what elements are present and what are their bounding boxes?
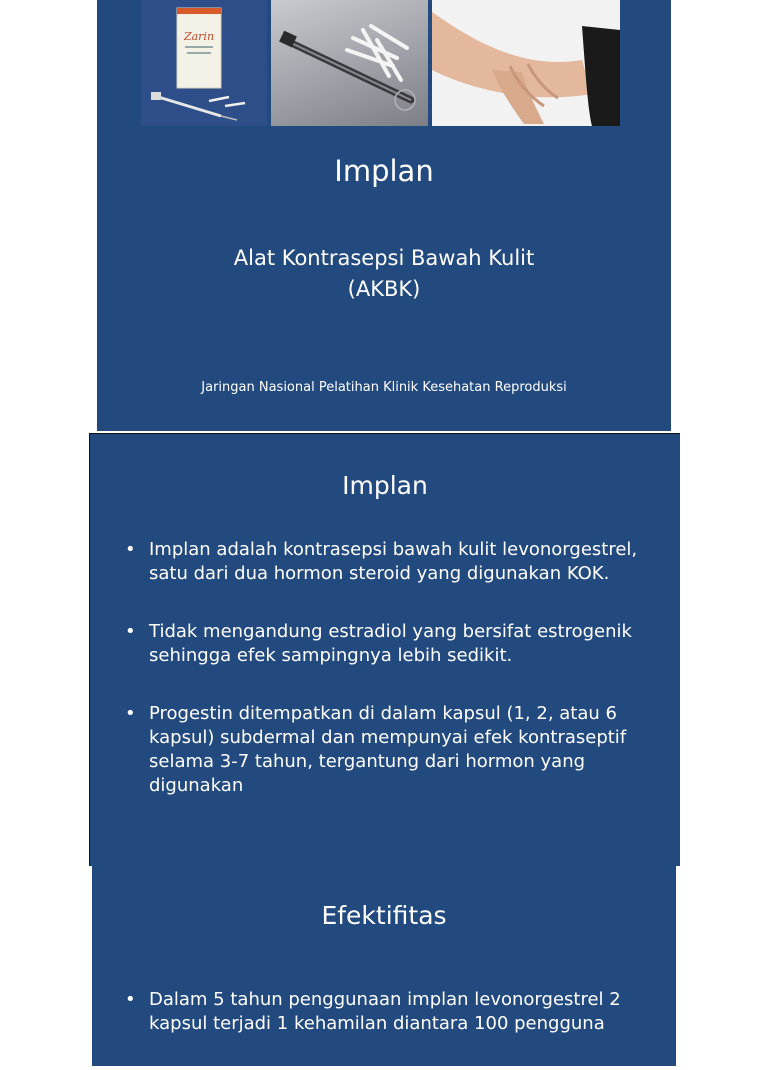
bullet-text: Dalam 5 tahun penggunaan implan levonorgestrel 2 kapsul terjadi 1 kehamilan diantara 100 pengguna bbox=[149, 989, 621, 1034]
bullet-icon: • bbox=[125, 621, 136, 642]
implant-product-illustration bbox=[141, 0, 267, 126]
bullet-icon: • bbox=[125, 989, 136, 1010]
bullet-text: Implan adalah kontrasepsi bawah kulit levonorgestrel, satu dari dua hormon steroid yang digunakan KOK. bbox=[149, 539, 638, 584]
bullet-icon: • bbox=[125, 539, 136, 560]
slide-1 bbox=[97, 0, 671, 431]
slide-3-bullet-list bbox=[125, 988, 655, 1070]
syringe-illustration bbox=[271, 0, 428, 126]
bullet-item bbox=[125, 702, 655, 798]
arm-illustration bbox=[432, 0, 620, 126]
bullet-icon: • bbox=[125, 703, 136, 724]
bullet-item bbox=[125, 538, 655, 586]
slide-1-subtitle-line-2: (AKBK) bbox=[347, 277, 421, 301]
slide-2-title: Implan bbox=[342, 471, 428, 500]
product-brand-text: Zarin bbox=[183, 30, 215, 43]
syringe-photo bbox=[271, 0, 428, 126]
bullet-item bbox=[125, 620, 655, 668]
slide-1-footer: Jaringan Nasional Pelatihan Klinik Kesehatan Reproduksi bbox=[201, 380, 567, 395]
slide-2-bullet-list bbox=[125, 538, 655, 832]
implant-product-photo bbox=[141, 0, 267, 126]
slide-1-subtitle bbox=[97, 243, 671, 305]
slide-1-title: Implan bbox=[334, 154, 434, 188]
arm-insertion-photo bbox=[432, 0, 620, 126]
slide-1-subtitle-line-1: Alat Kontrasepsi Bawah Kulit bbox=[233, 246, 535, 270]
bullet-text: Progestin ditempatkan di dalam kapsul (1, 2, atau 6 kapsul) subdermal dan mempunyai efek kontraseptif selama 3-7 tahun, tergantung dari hormon yang digunakan bbox=[149, 703, 627, 796]
slide-3 bbox=[92, 866, 676, 1066]
bullet-text: Tidak mengandung estradiol yang bersifat estrogenik sehingga efek sampingnya lebih sedikit. bbox=[149, 621, 632, 666]
slide-2 bbox=[89, 433, 680, 866]
bullet-item bbox=[125, 988, 655, 1036]
slide-3-title: Efektifitas bbox=[321, 901, 447, 930]
